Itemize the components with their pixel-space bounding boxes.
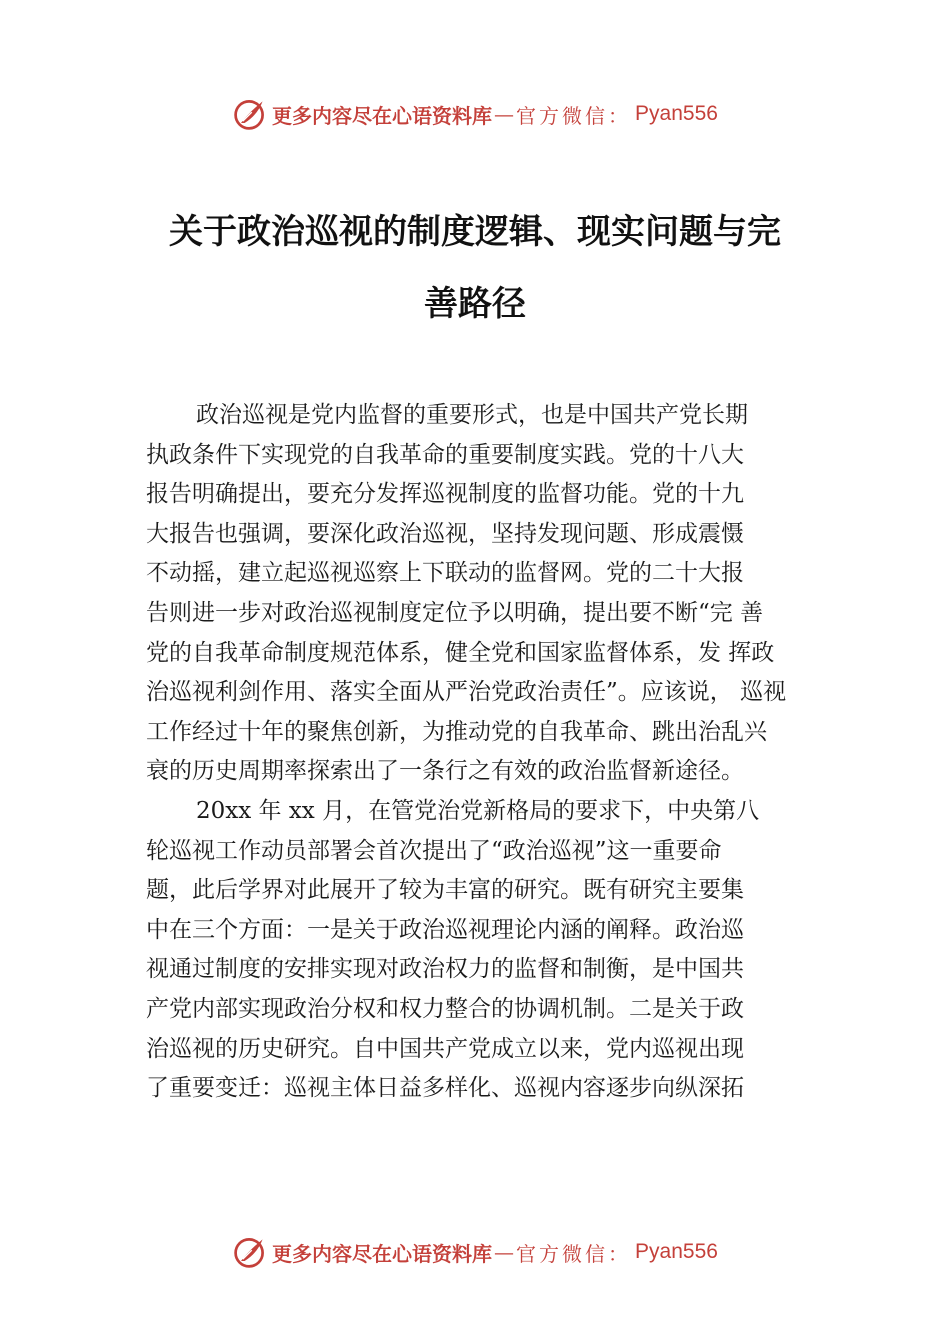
text-line: 中在三个方面：一是关于政治巡视理论内涵的阐释。政治巡 (146, 916, 744, 943)
title-line-1: 关于政治巡视的制度逻辑、现实问题与完 (169, 212, 781, 252)
text-line: 政治巡视是党内监督的重要形式，也是中国共产党长期 (196, 402, 748, 428)
watermark-id: Pyan556 (635, 102, 718, 125)
text-line: 治巡视利剑作用、落实全面从严治党政治责任”。应该说， 巡视 (146, 679, 787, 706)
watermark-separator: — (494, 102, 515, 126)
text-line: 党的自我革命制度规范体系，健全党和国家监督体系，发 挥政 (146, 639, 775, 666)
document-body (146, 396, 836, 1109)
text-line: 报告明确提出，要充分发挥巡视制度的监督功能。党的十九 (146, 481, 744, 508)
text-line: 视通过制度的安排实现对政治权力的监督和制衡，是中国共 (146, 956, 744, 983)
quill-logo-icon (232, 96, 268, 132)
text-line: 告则进一步对政治巡视制度定位予以明确，提出要不断“完 善 (146, 599, 764, 626)
text-line: 轮巡视工作动员部署会首次提出了“政治巡视”这一重要命 (146, 837, 722, 864)
watermark-id: Pyan556 (635, 1240, 718, 1263)
paragraph-2 (146, 792, 836, 1109)
text-line: 执政条件下实现党的自我革命的重要制度实践。党的十八大 (146, 441, 744, 468)
text-line: 产党内部实现政治分权和权力整合的协调机制。二是关于政 (146, 995, 744, 1022)
watermark-text: 更多内容尽在心语资料库 (272, 103, 493, 128)
text-line: 了重要变迁：巡视主体日益多样化、巡视内容逐步向纵深拓 (146, 1075, 744, 1102)
quill-logo-icon (232, 1234, 268, 1270)
title-line-2: 善路径 (424, 284, 526, 324)
text-line: 不动摇，建立起巡视巡察上下联动的监督网。党的二十大报 (146, 560, 744, 587)
text-line: 题，此后学界对此展开了较为丰富的研究。既有研究主要集 (146, 877, 744, 904)
text-line: 20xx 年 xx 月，在管党治党新格局的要求下，中央第八 (196, 797, 760, 824)
watermark-separator: — (494, 1240, 515, 1264)
header-watermark (0, 94, 950, 134)
text-line: 工作经过十年的聚焦创新，为推动党的自我革命、跳出治乱兴 (146, 718, 767, 745)
paragraph-1 (146, 396, 836, 792)
watermark-label: 官方微信： (516, 1241, 632, 1266)
document-title (0, 196, 950, 340)
watermark-text: 更多内容尽在心语资料库 (272, 1241, 493, 1266)
watermark-label: 官方微信： (516, 103, 632, 128)
text-line: 衰的历史周期率探索出了一条行之有效的政治监督新途径。 (146, 758, 744, 785)
text-line: 治巡视的历史研究。自中国共产党成立以来，党内巡视出现 (146, 1035, 744, 1062)
footer-watermark (0, 1232, 950, 1272)
text-line: 大报告也强调，要深化政治巡视，坚持发现问题、形成震慑 (146, 520, 744, 547)
